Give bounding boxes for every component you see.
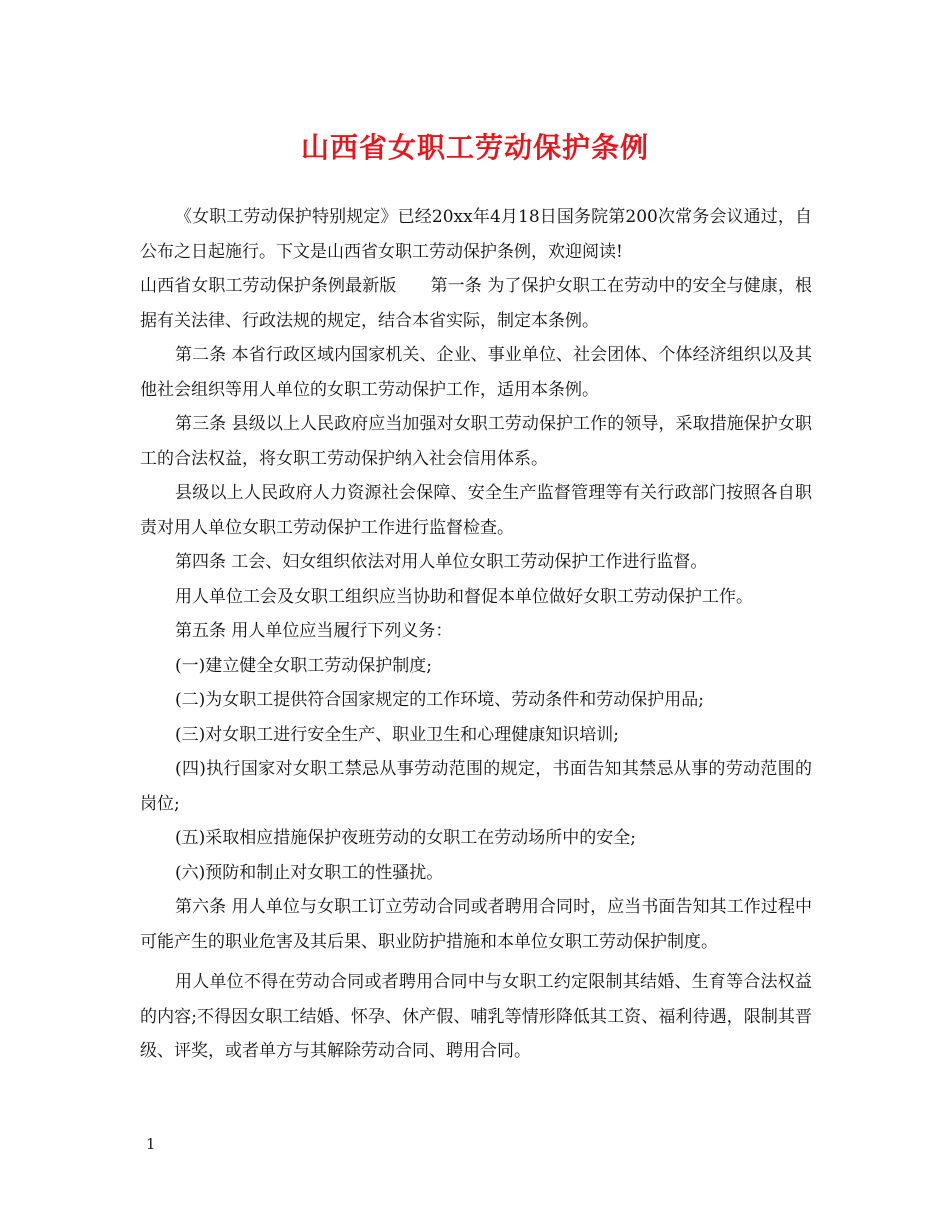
article-3-paragraph: 第三条 县级以上人民政府应当加强对女职工劳动保护工作的领导，采取措施保护女职工的合法权益，将女职工劳动保护纳入社会信用体系。 — [140, 414, 812, 469]
duty-item-2: (二)为女职工提供符合国家规定的工作环境、劳动条件和劳动保护用品; — [175, 690, 704, 710]
duty-item-1: (一)建立健全女职工劳动保护制度; — [175, 655, 432, 676]
article-4-union-paragraph: 用人单位工会及女职工组织应当协助和督促本单位做好女职工劳动保护工作。 — [175, 586, 753, 607]
duty-item-4: (四)执行国家对女职工禁忌从事劳动范围的规定，书面告知其禁忌从事的劳动范围的岗位; — [140, 759, 812, 814]
article-2-paragraph: 第二条 本省行政区域内国家机关、企业、事业单位、社会团体、个体经济组织以及其他社会组织等用人单位的女职工劳动保护工作，适用本条例。 — [140, 345, 812, 400]
article-5-paragraph: 第五条 用人单位应当履行下列义务： — [175, 621, 453, 641]
article-3-supervision-paragraph: 县级以上人民政府人力资源社会保障、安全生产监督管理等有关行政部门按照各自职责对用人单位女职工劳动保护工作进行监督检查。 — [140, 483, 812, 538]
page-number: 1 — [146, 1135, 156, 1153]
article-6-paragraph: 第六条 用人单位与女职工订立劳动合同或者聘用合同时，应当书面告知其工作过程中可能产生的职业危害及其后果、职业防护措施和本单位女职工劳动保护制度。 — [140, 897, 812, 952]
page-title: 山西省女职工劳动保护条例 — [300, 131, 649, 164]
duty-item-6: (六)预防和制止对女职工的性骚扰。 — [175, 862, 444, 883]
duty-item-3: (三)对女职工进行安全生产、职业卫生和心理健康知识培训; — [175, 724, 619, 745]
intro-paragraph: 《女职工劳动保护特别规定》已经20xx年4月18日国务院第200次常务会议通过，自公布之日起施行。下文是山西省女职工劳动保护条例，欢迎阅读! — [140, 207, 812, 262]
document-body — [140, 200, 812, 1069]
article-4-paragraph: 第四条 工会、妇女组织依法对用人单位女职工劳动保护工作进行监督。 — [175, 552, 708, 572]
duty-item-5: (五)采取相应措施保护夜班劳动的女职工在劳动场所中的安全; — [175, 828, 636, 848]
article-1-paragraph: 山西省女职工劳动保护条例最新版 第一条 为了保护女职工在劳动中的安全与健康，根据有关法律、行政法规的规定，结合本省实际，制定本条例。 — [140, 276, 812, 331]
article-6-restriction-paragraph: 用人单位不得在劳动合同或者聘用合同中与女职工约定限制其结婚、生育等合法权益的内容;不得因女职工结婚、怀孕、休产假、哺乳等情形降低其工资、福利待遇，限制其晋级、评奖，或者单方与其解除劳动合同、聘用合同。 — [140, 972, 812, 1061]
